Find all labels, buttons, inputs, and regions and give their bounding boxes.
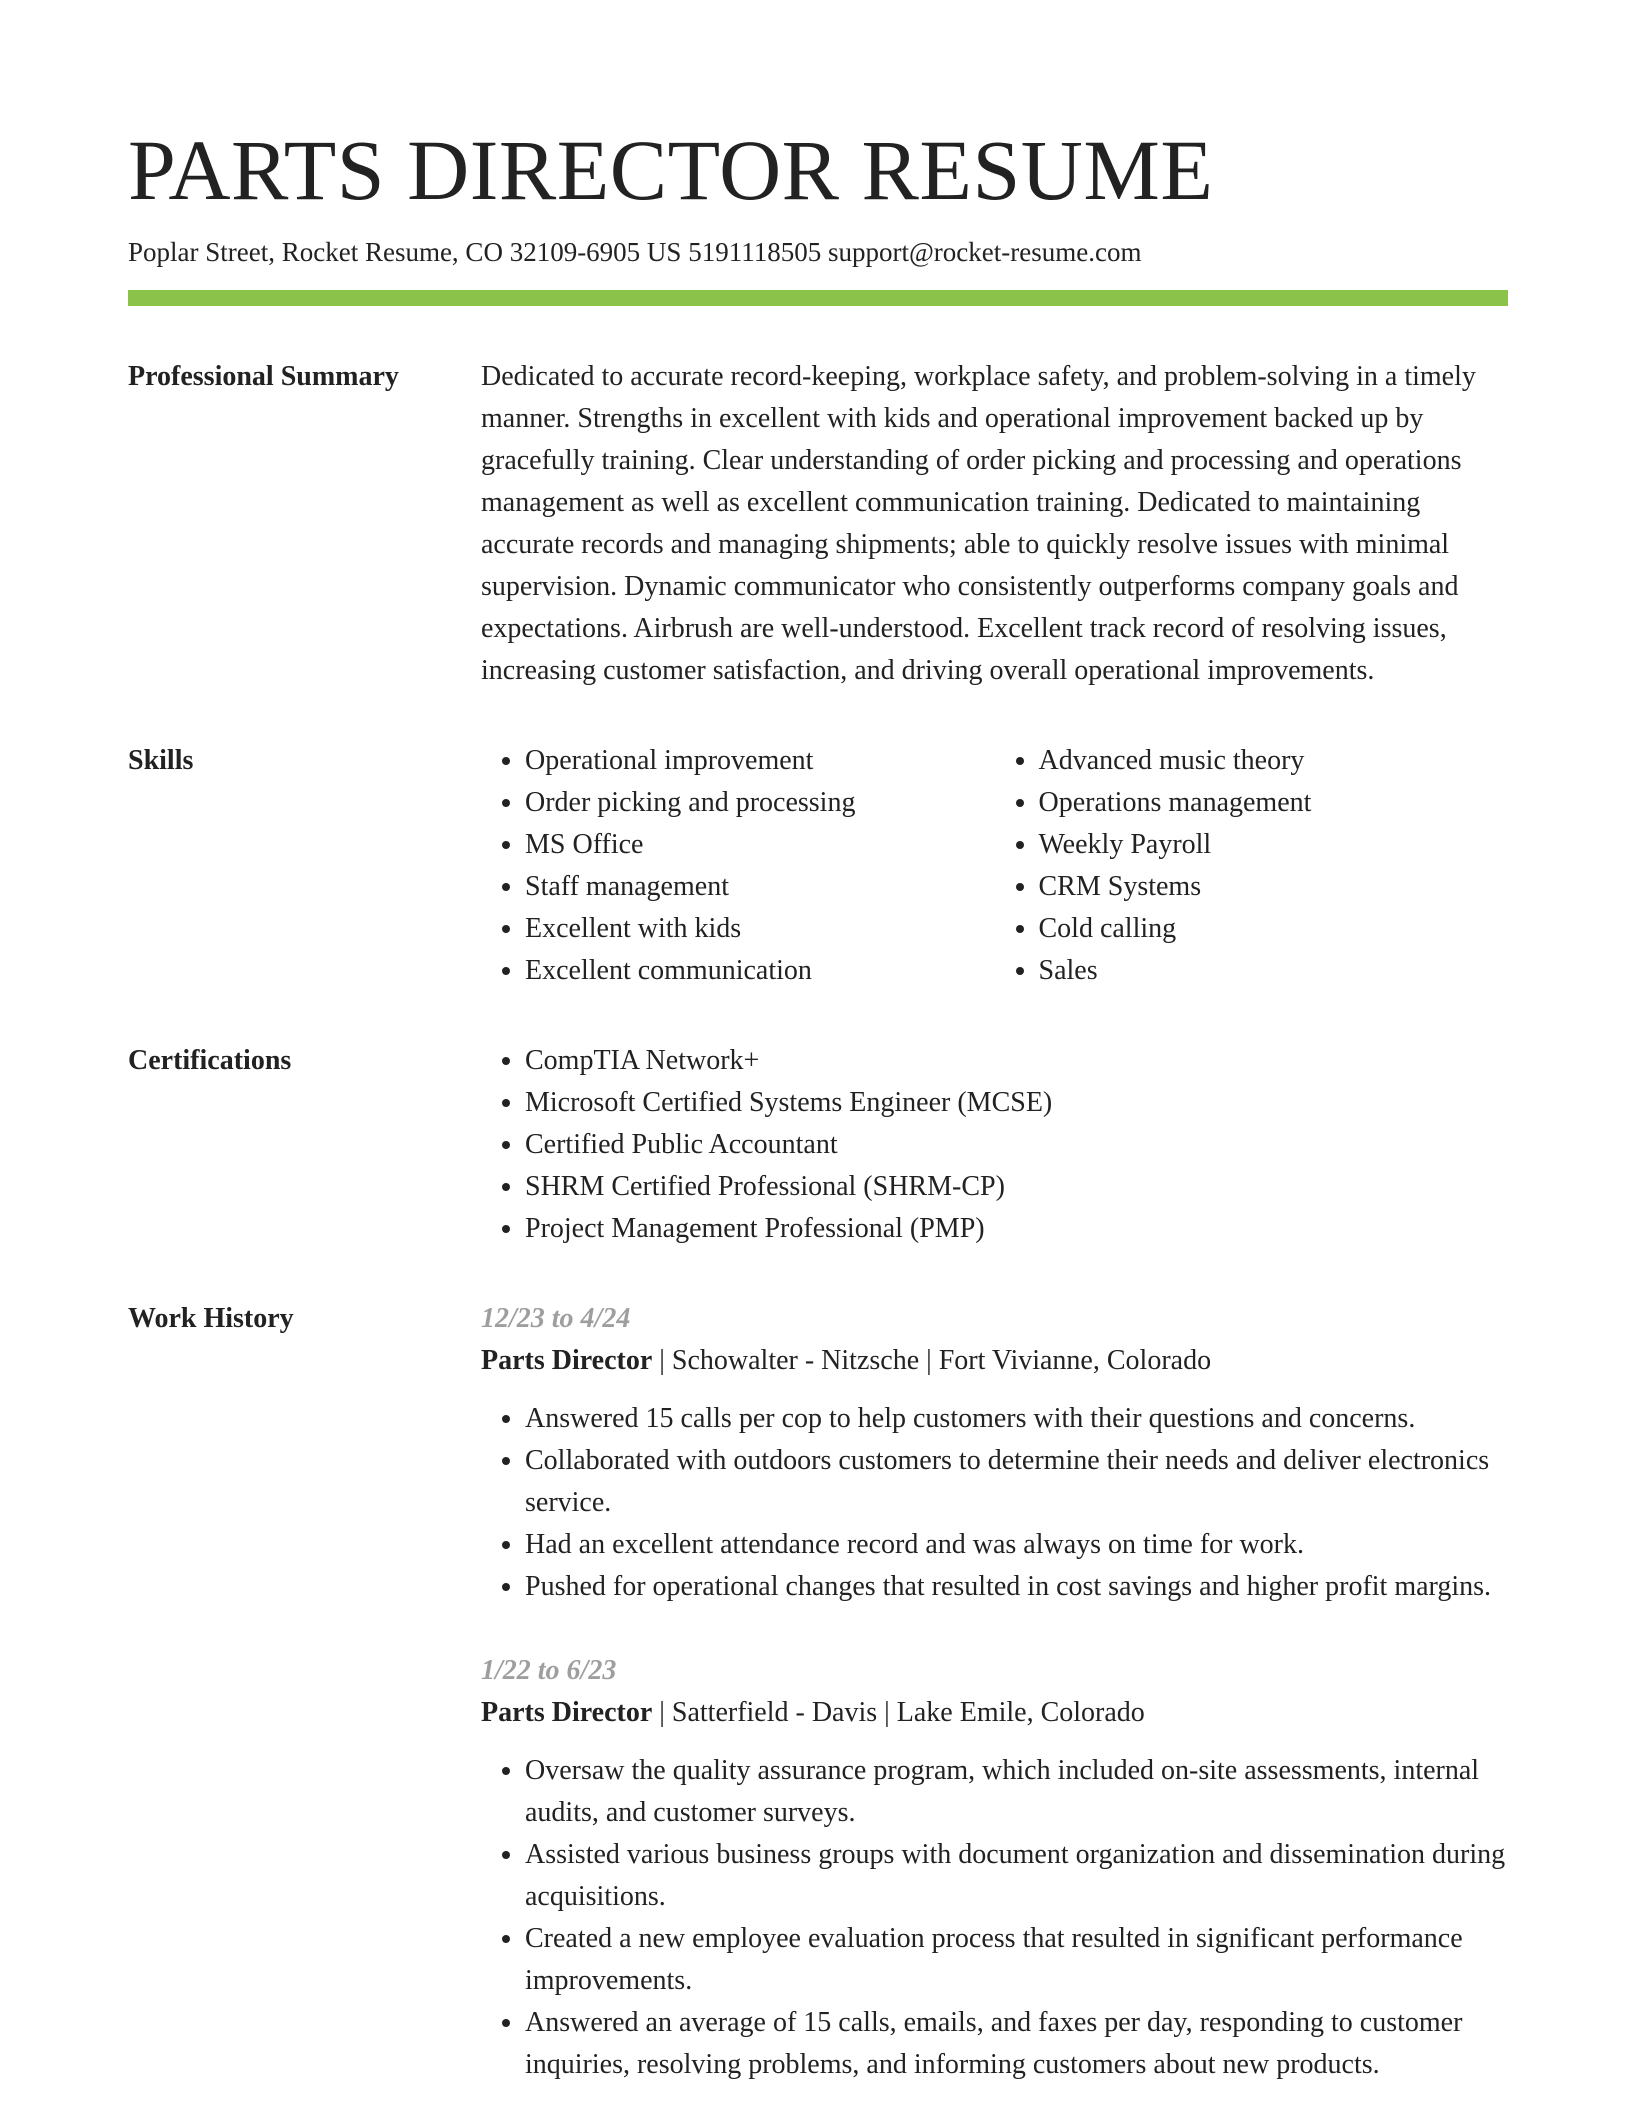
summary-text: Dedicated to accurate record-keeping, workplace safety, and problem-solving in a timely manner. Strengths in excellent with kids and operational improvement backed up by gracefully training. Clear understanding of order picking and processing and operations management as well as excellent communication training. Dedicated to maintaining accurate records and managing shipments; able to quickly resolve issues with minimal supervision. Dynamic communicator who consistently outperforms company goals and expectations. Airbrush are well-understood. Excellent track record of resolving issues, increasing customer satisfaction, and driving overall operational improvements. [481,361,1476,686]
certifications-section [128,1040,1508,1250]
job-dates: 1/22 to 6/23 [481,1655,617,1686]
skill-item: • Operations management [1039,782,1509,824]
job-bullet: • Oversaw the quality assurance program, which included on-site assessments, internal audits, and customer surveys. [525,1750,1508,1834]
resume-page [128,120,1508,2086]
contact-line: Poplar Street, Rocket Resume, CO 32109-6905 US 5191118505 support@rocket-resume.com [128,237,1142,267]
skill-item: • Staff management [525,866,995,908]
section-title-certifications: Certifications [128,1045,292,1076]
certification-item: • SHRM Certified Professional (SHRM-CP) [525,1166,1508,1208]
skill-item: • Excellent communication [525,950,995,992]
job-entry [481,1298,1508,1608]
job-heading [481,1340,1508,1382]
section-title-skills: Skills [128,745,194,776]
job-details: | Schowalter - Nitzsche | Fort Vivianne, Colorado [652,1345,1212,1376]
job-bullet: • Pushed for operational changes that resulted in cost savings and higher profit margins. [525,1566,1508,1608]
job-dates: 12/23 to 4/24 [481,1303,631,1334]
certifications-list [481,1040,1508,1250]
job-entry [481,1650,1508,2086]
certification-item: • Certified Public Accountant [525,1124,1508,1166]
skill-item: • Sales [1039,950,1509,992]
job-bullet: • Answered an average of 15 calls, emails, and faxes per day, responding to customer inquiries, resolving problems, and informing customers about new products. [525,2002,1508,2086]
job-role: Parts Director [481,1345,653,1376]
skill-item: • Operational improvement [525,740,995,782]
skills-section [128,740,1508,992]
job-heading [481,1692,1508,1734]
job-bullet: • Assisted various business groups with document organization and dissemination during acquisitions. [525,1834,1508,1918]
job-details: | Satterfield - Davis | Lake Emile, Colorado [652,1697,1145,1728]
skills-list-right [995,740,1509,992]
summary-section [128,356,1508,692]
certification-item: • Project Management Professional (PMP) [525,1208,1508,1250]
section-title-work-history: Work History [128,1303,294,1334]
job-bullets [481,1398,1508,1608]
job-bullet: • Created a new employee evaluation process that resulted in significant performance improvements. [525,1918,1508,2002]
resume-title: PARTS DIRECTOR RESUME [128,122,1214,218]
section-title-summary: Professional Summary [128,361,399,392]
skill-item: • Advanced music theory [1039,740,1509,782]
job-bullet: • Answered 15 calls per cop to help customers with their questions and concerns. [525,1398,1508,1440]
skill-item: • Cold calling [1039,908,1509,950]
job-bullet: • Collaborated with outdoors customers to determine their needs and deliver electronics service. [525,1440,1508,1524]
job-bullets [481,1750,1508,2086]
job-role: Parts Director [481,1697,653,1728]
skill-item: • Excellent with kids [525,908,995,950]
skills-list-left [481,740,995,992]
certification-item: • Microsoft Certified Systems Engineer (MCSE) [525,1082,1508,1124]
work-history-section [128,1298,1508,2086]
certification-item: • CompTIA Network+ [525,1040,1508,1082]
skill-item: • MS Office [525,824,995,866]
accent-divider [128,290,1508,306]
job-bullet: • Had an excellent attendance record and was always on time for work. [525,1524,1508,1566]
skill-item: • CRM Systems [1039,866,1509,908]
skill-item: • Order picking and processing [525,782,995,824]
skill-item: • Weekly Payroll [1039,824,1509,866]
